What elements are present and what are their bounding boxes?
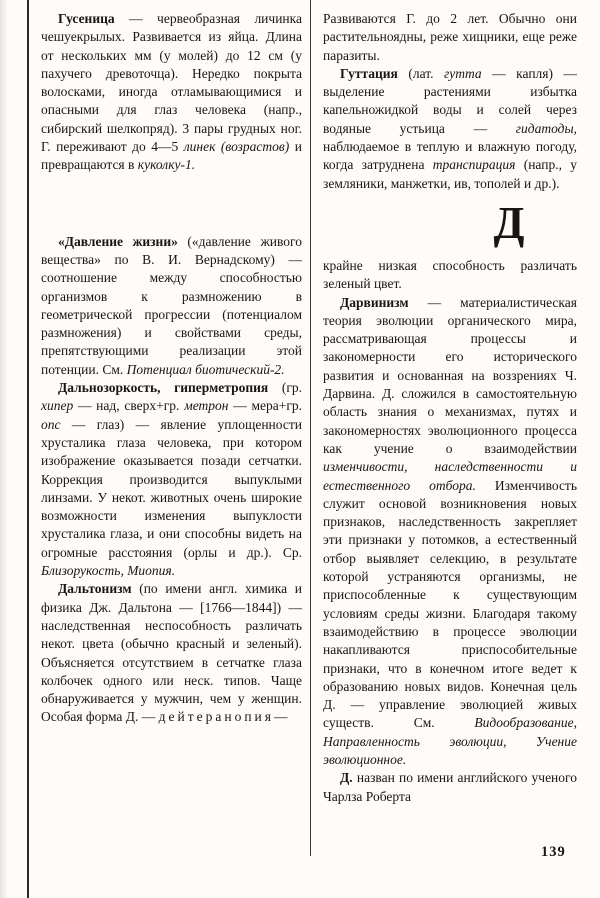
dictionary-entry bbox=[41, 233, 302, 379]
page-margin-rule bbox=[27, 0, 29, 898]
entry-term-bold: Гуттация bbox=[340, 65, 398, 81]
cross-reference-italic: опс bbox=[41, 416, 61, 432]
entry-term-bold: Гусеница bbox=[58, 11, 115, 26]
dictionary-entry bbox=[41, 580, 302, 726]
body-text: Развиваются Г. до 2 лет. Обычно они растительноядны, реже хищники, еще реже паразиты. bbox=[323, 11, 577, 63]
left-column bbox=[41, 10, 302, 727]
body-text: (гр. bbox=[268, 380, 302, 396]
cross-reference-italic: Видообразование, Направленность эволюции, Учение эволюционное. bbox=[323, 715, 577, 767]
right-column bbox=[323, 10, 577, 806]
body-text: («давление живого вещества» по В. И. Вернадскому) — соотношение между способностью организмов к размножению в геометрической прогрессии (потенциалом размножения) и свойствами среды, препятствующими реализации этой потенции. См. bbox=[41, 233, 302, 377]
body-text: (по имени англ. химика и физика Дж. Дальтона — [1766—1844]) — наследственная неспособность различать некот. цвета (обычно красный и зеленый). Объясняется отсутствием в сетчатке глаза колбочек одного или неск. типов. Чаще обнаруживается у мужчин, чем у женщин. Особая форма Д. — bbox=[41, 581, 302, 725]
continuation-paragraph bbox=[323, 257, 577, 294]
page-number: 139 bbox=[541, 844, 566, 860]
dictionary-entry bbox=[41, 379, 302, 580]
cross-reference-italic: хипер bbox=[41, 398, 74, 414]
cross-reference-italic: Потенциал биотический-2. bbox=[126, 361, 285, 377]
column-divider bbox=[310, 0, 311, 856]
entry-term-bold: Дальтонизм bbox=[58, 581, 132, 597]
body-text: — червеобразная личинка чешуекрылых. Развивается из яйца. Длина от нескольких мм (у молей) до 12 см (у пахучего древоточца). Нередко покрыта волосками, иногда отламывающимися и опасными для глаз человека (напр., сибирский шелкопряд). 3 пары грудных ног. Г. переживают до 4—5 bbox=[41, 11, 302, 155]
entry-term-bold: Д. bbox=[340, 770, 353, 786]
cross-reference-italic: транспирация bbox=[432, 157, 516, 173]
cross-reference-italic: гутта bbox=[444, 65, 482, 81]
body-text: — bbox=[274, 709, 288, 725]
body-text: (лат. bbox=[397, 65, 444, 81]
cross-reference-italic: метрон bbox=[184, 398, 229, 414]
dictionary-entry bbox=[323, 65, 577, 193]
body-text: — капля) — выделение растениями избытка капельножидкой воды и солей через водяные устьица — bbox=[323, 65, 577, 136]
section-letter-heading: Д bbox=[493, 197, 525, 248]
body-text: , наблюдаемое в теплую и влажную погоду, когда затруднена bbox=[323, 120, 577, 173]
entry-term-bold: Дальнозоркость, гиперметропия bbox=[58, 380, 269, 396]
dictionary-entry bbox=[323, 294, 577, 770]
cross-reference-italic: Близорукость, Миопия. bbox=[41, 563, 176, 579]
spaced-emphasis-term: дейтеранопия bbox=[158, 709, 274, 725]
cross-reference-italic: гидатоды bbox=[515, 120, 574, 136]
body-text: — мера+гр. bbox=[228, 398, 303, 414]
body-text: Изменчивость служит основой возникновения новых признаков, наследственность закрепляет эти признаки у потомков, а естественный отбор выявляет селекцию, в результате которой устраняются организмы, не приспособленные к существующим условиям среды жизни. Благодаря такому взаимодействию в процессе эволюции накапливаются приспособительные признаки, что в конечном итоге ведет к образованию новых видов. Конечная цель Д. — управление эволюцией живых существ. См. bbox=[323, 477, 577, 731]
cross-reference-italic: изменчивости, наследственности и естественного отбора. bbox=[323, 459, 577, 493]
dictionary-entry bbox=[41, 10, 302, 175]
body-text: (напр., у земляники, манжетки, ив, тополей и др.). bbox=[323, 157, 577, 191]
section-gap bbox=[41, 175, 302, 233]
body-text: — над, сверх+гр. bbox=[73, 398, 185, 414]
cross-reference-italic: куколку-1. bbox=[137, 157, 196, 173]
entry-term-bold: Дарвинизм bbox=[340, 294, 409, 310]
body-text: назван по имени английского ученого Чарлза Роберта bbox=[323, 770, 577, 804]
dictionary-entry bbox=[323, 769, 577, 806]
body-text: — глаз) — явление уплощенности хрусталика глаза человека, при котором изображение оказывается позади сетчатки. Коррекция производится выпуклыми линзами. У некот. животных очень широкие возможности изменения выпуклости хрусталика глаза, и они способны видеть на огромные расстояния (орлы и др.). Ср. bbox=[41, 416, 302, 560]
body-text: — материалистическая теория эволюции органического мира, рассматривающая процессы и закономерности его исторического развития и основанная на воззрениях Ч. Дарвина. Д. сложился в самостоятельную область знания о механизмах, путях и закономерностях эволюционного процесса как учение о взаимодействии bbox=[323, 294, 577, 456]
page-edge-shading bbox=[0, 0, 8, 898]
continuation-paragraph bbox=[323, 10, 577, 65]
entry-term-bold: «Давление жизни» bbox=[58, 233, 178, 249]
cross-reference-italic: линек (возрастов) bbox=[183, 139, 290, 155]
body-text: и превращаются в bbox=[41, 139, 302, 173]
body-text: крайне низкая способность различать зеленый цвет. bbox=[323, 257, 577, 292]
